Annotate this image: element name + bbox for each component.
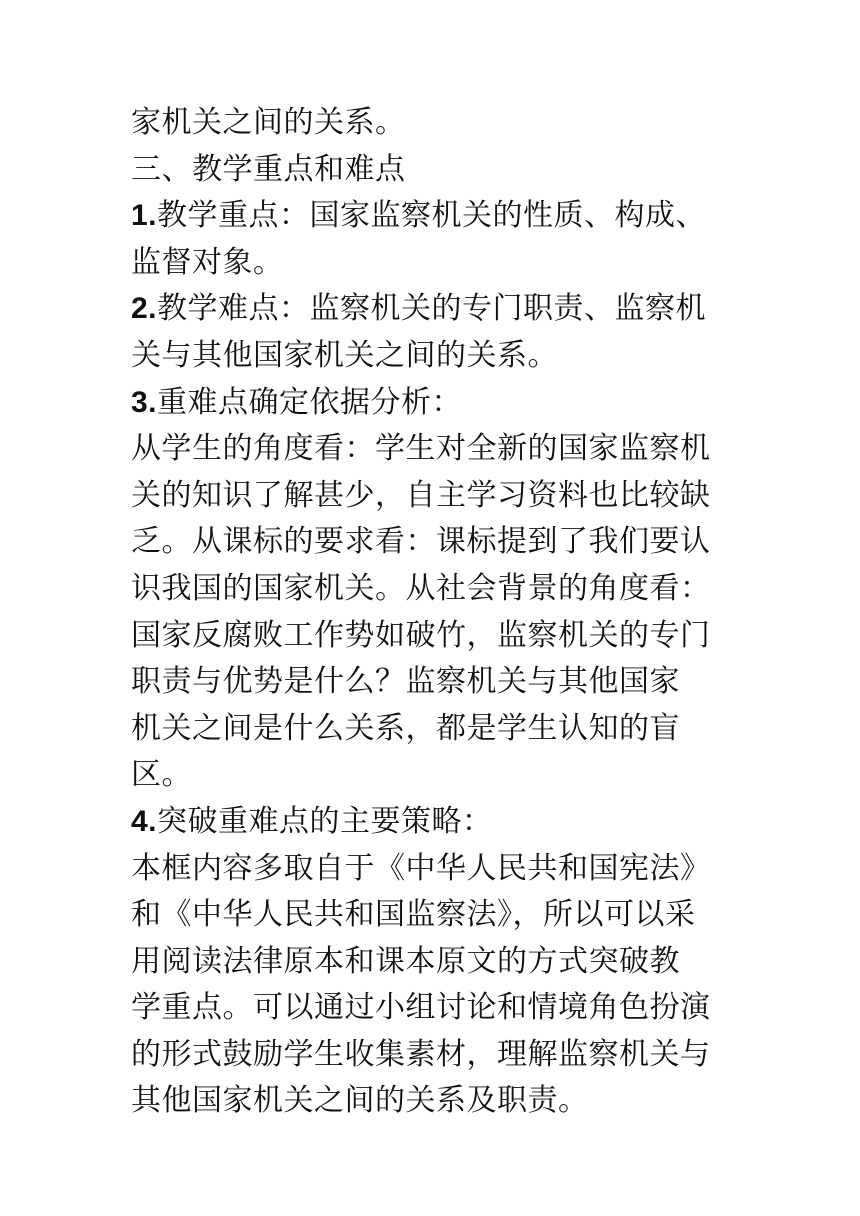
text-line: 关与其他国家机关之间的关系。: [131, 337, 558, 373]
text-line: 和《中华人民共和国监察法》，所以可以采: [131, 897, 696, 933]
text-line: 乏。从课标的要求看：课标提到了我们要认: [131, 524, 711, 560]
numbered-item-3: [131, 380, 741, 427]
item-text: 教学重点：国家监察机关的性质、构成、: [157, 198, 707, 234]
numbered-item-2: [131, 286, 741, 333]
text-line: 职责与优势是什么？监察机关与其他国家: [131, 664, 680, 700]
text-line: 区。: [131, 757, 192, 793]
text-line: 国家反腐败工作势如破竹，监察机关的专门: [131, 617, 711, 653]
text-line: 从学生的角度看：学生对全新的国家监察机: [131, 431, 711, 467]
document-body: [131, 100, 741, 1125]
text-line: 用阅读法律原本和课本原文的方式突破教: [131, 943, 680, 979]
item-text: 重难点确定依据分析：: [157, 384, 463, 420]
text-line: 监督对象。: [131, 244, 284, 280]
item-number: 3.: [131, 385, 158, 419]
text-line: 家机关之间的关系。: [131, 105, 406, 140]
item-number: 4.: [131, 804, 158, 838]
item-number: 2.: [131, 292, 158, 326]
text-line: 关的知识了解甚少，自主学习资料也比较缺: [131, 477, 711, 513]
text-line: 识我国的国家机关。从社会背景的角度看：: [131, 570, 711, 606]
text-line: 本框内容多取自于《中华人民共和国宪法》: [131, 850, 711, 886]
item-number: 1.: [131, 199, 158, 233]
text-line: 其他国家机关之间的关系及职责。: [131, 1083, 589, 1119]
section-heading: 三、教学重点和难点: [131, 151, 406, 187]
text-line: 机关之间是什么关系，都是学生认知的盲: [131, 710, 680, 746]
numbered-item-4: [131, 799, 741, 846]
item-text: 突破重难点的主要策略：: [157, 803, 493, 839]
text-line: 的形式鼓励学生收集素材，理解监察机关与: [131, 1036, 711, 1072]
text-line: 学重点。可以通过小组讨论和情境角色扮演: [131, 990, 711, 1026]
item-text: 教学难点：监察机关的专门职责、监察机: [157, 291, 707, 327]
numbered-item-1: [131, 193, 741, 240]
